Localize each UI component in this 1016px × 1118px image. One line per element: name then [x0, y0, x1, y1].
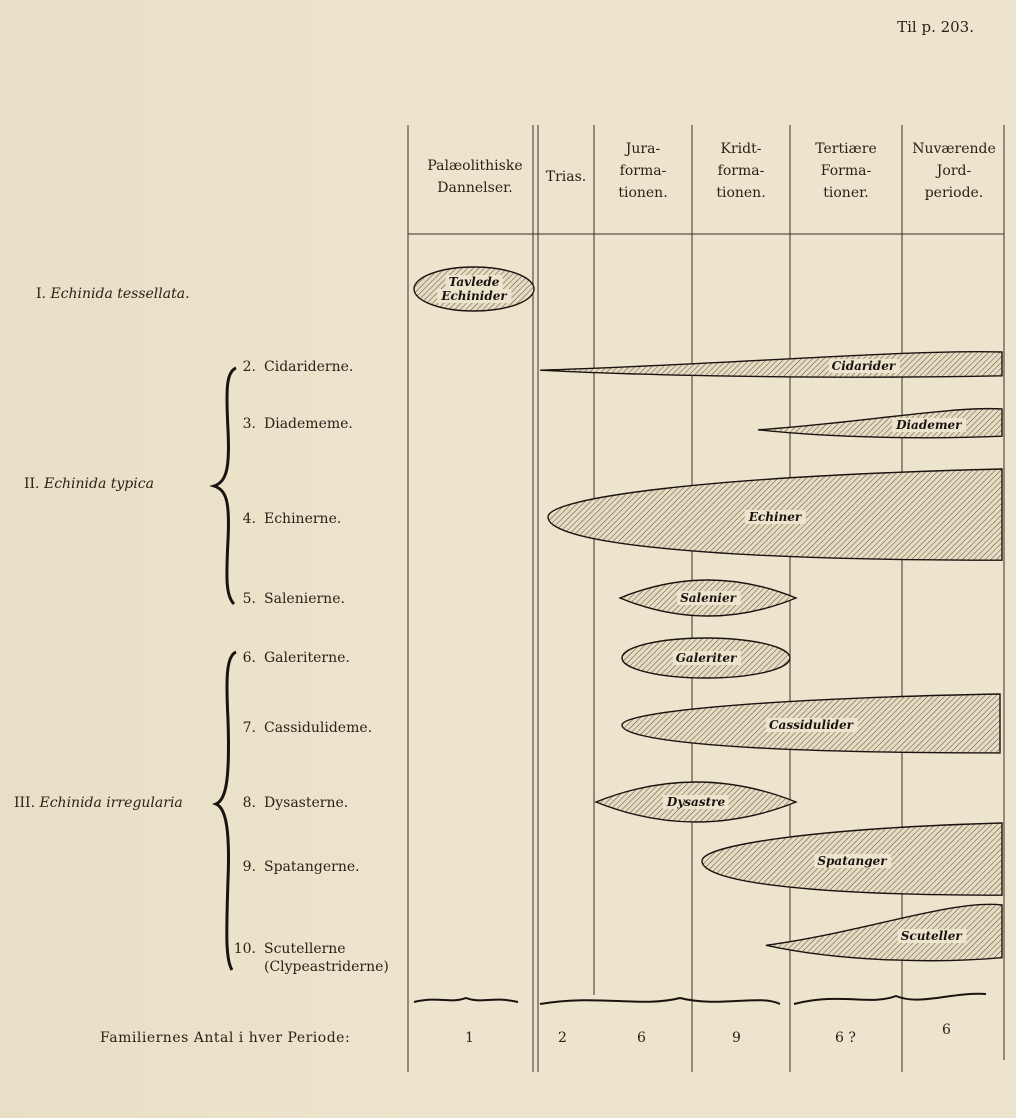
header-line: Jord- [936, 163, 972, 179]
family-number: 4. [242, 511, 256, 527]
family-name: Cassidulideme. [264, 720, 373, 736]
range-label-echiner: Echiner [748, 510, 802, 524]
range-label-dysastre: Dysastre [666, 795, 726, 809]
range-label-tavlede: Tavlede [448, 275, 500, 289]
family-number: 7. [242, 720, 256, 736]
group-name: Echinida tessellata. [50, 286, 190, 302]
header-line: forma- [717, 163, 765, 179]
count-nu: 6 [942, 1022, 951, 1038]
family-name: Diadememe. [264, 416, 353, 432]
header-line: periode. [924, 185, 984, 201]
range-label-tavlede: Echinider [441, 289, 507, 303]
range-shapes [414, 267, 1002, 961]
family-name: Salenierne. [264, 591, 345, 607]
range-scuteller [766, 904, 1002, 960]
header-line: Forma- [820, 163, 872, 179]
family-number: 8. [242, 795, 256, 811]
header-line: forma- [619, 163, 667, 179]
header-line: tionen. [716, 185, 766, 201]
header-line: Palæolithiske [427, 158, 523, 174]
count-tertiaer: 6 ? [835, 1030, 856, 1046]
brace-typica [214, 368, 236, 604]
header-line: Kridt- [720, 141, 762, 157]
footer-label: Familiernes Antal i hver Periode: [100, 1030, 351, 1046]
family-name: Dysasterne. [264, 795, 349, 811]
header-line: tionen. [618, 185, 668, 201]
range-label-scuteller: Scuteller [900, 929, 962, 943]
range-label-diademer: Diademer [896, 418, 962, 432]
brace-cenozoic [794, 994, 986, 1004]
header-line: Trias. [545, 169, 587, 185]
family-name: Echinerne. [264, 511, 342, 527]
header-line: Dannelser. [437, 180, 513, 196]
header-line: Jura- [625, 141, 661, 157]
header-line: Nuværende [912, 141, 996, 157]
header-line: tioner. [823, 185, 869, 201]
family-name: Galeriterne. [264, 650, 350, 666]
grouping-braces [214, 368, 236, 970]
family-name: Scutellerne [264, 941, 346, 957]
family-number: 5. [242, 591, 256, 607]
range-cidarider [540, 352, 1002, 377]
header-line: Tertiære [815, 141, 877, 157]
range-label-spatanger: Spatanger [817, 854, 887, 868]
count-jura: 6 [637, 1030, 646, 1046]
family-number: 9. [242, 859, 256, 875]
family-number: 3. [242, 416, 256, 432]
group-name: Echinida irregularia [39, 795, 183, 811]
page-reference: Til p. 203. [897, 18, 974, 36]
family-name: Cidariderne. [264, 359, 354, 375]
count-palaeo: 1 [465, 1030, 474, 1046]
brace-palaeo [414, 998, 518, 1002]
family-subname: (Clypeastriderne) [264, 959, 389, 975]
range-label-salenier: Salenier [680, 591, 736, 605]
count-trias: 2 [558, 1030, 567, 1046]
range-label-galeriter: Galeriter [675, 651, 737, 665]
family-number: 6. [242, 650, 256, 666]
group-numeral: III. [14, 795, 36, 811]
group-name: Echinida typica [43, 476, 154, 492]
family-number: 10. [233, 941, 256, 957]
period-braces [414, 994, 986, 1004]
brace-irregularia [216, 652, 236, 970]
family-name: Spatangerne. [264, 859, 360, 875]
range-label-cidarider: Cidarider [831, 359, 896, 373]
brace-mesozoic [540, 998, 780, 1004]
group-numeral: I. [36, 286, 46, 302]
family-number: 2. [242, 359, 256, 375]
range-label-cassidulider: Cassidulider [769, 718, 853, 732]
count-kridt: 9 [732, 1030, 741, 1046]
group-numeral: II. [24, 476, 40, 492]
